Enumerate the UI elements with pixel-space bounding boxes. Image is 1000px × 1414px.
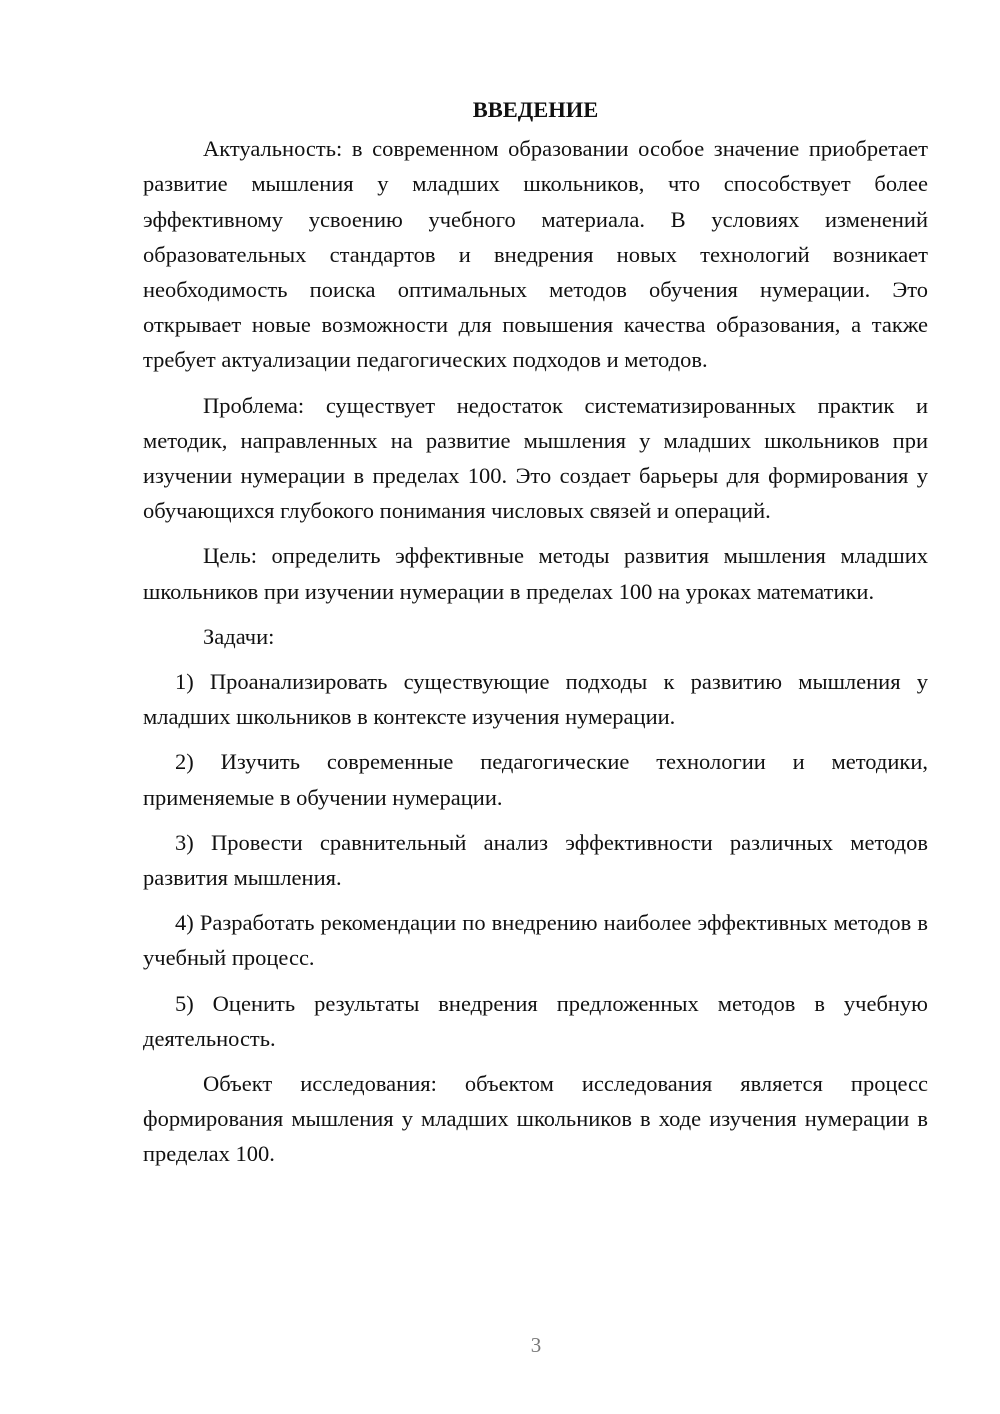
task-item-3: 3) Провести сравнительный анализ эффективности различных методов развития мышления. xyxy=(143,829,928,891)
task-item-1: 1) Проанализировать существующие подходы к развитию мышления у младших школьников в контексте изучения нумерации. xyxy=(143,669,928,730)
page-title: ВВЕДЕНИЕ xyxy=(472,97,599,122)
page-content xyxy=(143,92,928,1182)
paragraph-goal: Цель: определить эффективные методы развития мышления младших школьников при изучении нумерации в пределах 100 на уроках математики. xyxy=(143,543,928,604)
task-item-4: 4) Разработать рекомендации по внедрению наиболее эффективных методов в учебный процесс. xyxy=(143,910,928,971)
task-item-5: 5) Оценить результаты внедрения предложенных методов в учебную деятельность. xyxy=(143,990,928,1051)
paragraph-relevance: Актуальность: в современном образовании особое значение приобретает развитие мышления у младших школьников, что способствует более эффективному усвоению учебного материала. В условиях изменений образовательных стандартов и внедрения новых технологий возникает необходимость поиска оптимальных методов обучения нумерации. Это открывает новые возможности для повышения качества образования, а также требует актуализации педагогических подходов и методов. xyxy=(143,136,928,373)
paragraph-problem: Проблема: существует недостаток систематизированных практик и методик, направленных на развитие мышления у младших школьников при изучении нумерации в пределах 100. Это создает барьеры для формирования у обучающихся глубокого понимания числовых связей и операций. xyxy=(143,392,928,524)
tasks-heading: Задачи: xyxy=(203,623,275,649)
task-item-2: 2) Изучить современные педагогические технологии и методики, применяемые в обучении нумерации. xyxy=(143,749,928,810)
page-number: 3 xyxy=(530,1333,542,1357)
paragraph-object: Объект исследования: объектом исследования является процесс формирования мышления у младших школьников в ходе изучения нумерации в пределах 100. xyxy=(143,1071,928,1167)
